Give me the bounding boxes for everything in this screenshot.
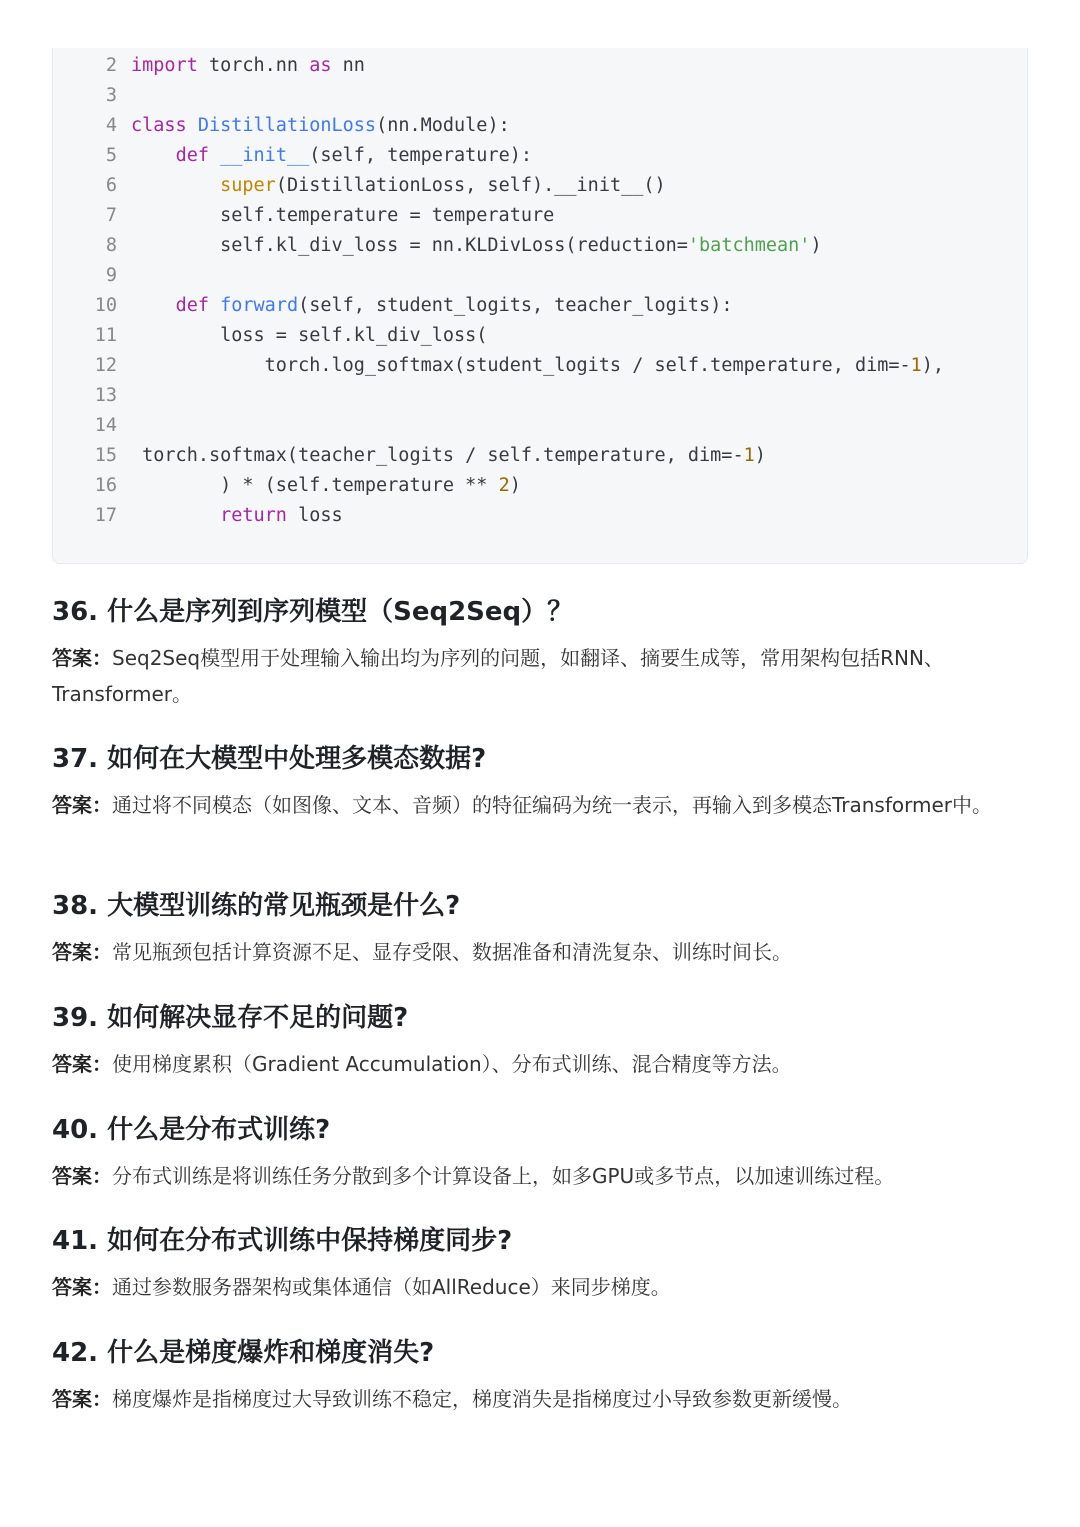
answer-label: 答案： xyxy=(52,793,112,817)
line-number: 11 xyxy=(94,325,117,346)
qa-item xyxy=(52,1112,1032,1194)
code-token: forward xyxy=(220,295,299,316)
line-number: 7 xyxy=(105,205,117,226)
qa-item xyxy=(52,1000,1032,1082)
question-title: 39. 如何解决显存不足的问题? xyxy=(52,1003,409,1033)
line-number: 16 xyxy=(94,475,117,496)
code-token: import xyxy=(131,55,198,76)
answer-label: 答案： xyxy=(52,646,112,670)
code-token xyxy=(187,115,198,136)
code-line xyxy=(53,81,131,111)
line-number: 9 xyxy=(105,265,117,286)
code-token: 1 xyxy=(743,445,755,466)
qa-item xyxy=(52,594,1032,712)
code-token: super xyxy=(220,175,276,196)
line-number: 2 xyxy=(105,55,117,76)
answer-body: 通过将不同模态（如图像、文本、音频）的特征编码为统一表示，再输入到多模态Transformer中。 xyxy=(112,793,993,817)
question-title: 37. 如何在大模型中处理多模态数据? xyxy=(52,744,487,774)
qa-item xyxy=(52,888,1032,970)
code-token: 2 xyxy=(498,475,510,496)
code-line xyxy=(53,441,766,471)
code-token: (self, temperature): xyxy=(309,145,532,166)
question-title: 41. 如何在分布式训练中保持梯度同步? xyxy=(52,1226,513,1256)
answer-label: 答案： xyxy=(52,1275,112,1299)
code-line xyxy=(53,351,944,381)
code-token: (self, student_logits, teacher_logits): xyxy=(298,295,733,316)
code-token: (DistillationLoss, self).__init__() xyxy=(275,175,666,196)
code-line xyxy=(53,501,343,531)
code-token: DistillationLoss xyxy=(197,115,377,136)
answer-text xyxy=(52,787,1032,823)
code-line xyxy=(53,381,131,411)
code-line xyxy=(53,321,487,351)
answer-body: 梯度爆炸是指梯度过大导致训练不稳定，梯度消失是指梯度过小导致参数更新缓慢。 xyxy=(112,1387,852,1411)
code-token xyxy=(131,145,176,166)
code-line xyxy=(53,291,732,321)
answer-label: 答案： xyxy=(52,940,112,964)
code-token xyxy=(209,295,220,316)
code-token: ) xyxy=(810,235,822,256)
line-number: 15 xyxy=(94,445,117,466)
code-token: ), xyxy=(921,355,945,376)
code-line xyxy=(53,411,131,441)
answer-body: 分布式训练是将训练任务分散到多个计算设备上，如多GPU或多节点，以加速训练过程。 xyxy=(112,1164,895,1188)
code-token xyxy=(131,175,220,196)
answer-body: Seq2Seq模型用于处理输入输出均为序列的问题，如翻译、摘要生成等，常用架构包括RNN、Transformer。 xyxy=(52,646,944,706)
code-token: __init__ xyxy=(220,145,310,166)
code-token: as xyxy=(309,55,332,76)
line-number: 6 xyxy=(105,175,117,196)
qa-item xyxy=(52,741,1032,823)
code-token: torch.softmax(teacher_logits / self.temperature, dim=- xyxy=(131,445,744,466)
answer-text xyxy=(52,1046,1032,1082)
qa-item xyxy=(52,1335,1032,1417)
answer-body: 使用梯度累积（Gradient Accumulation）、分布式训练、混合精度等方法。 xyxy=(112,1052,792,1076)
code-token: torch.log_softmax(student_logits / self.temperature, dim=- xyxy=(131,355,911,376)
question-title: 36. 什么是序列到序列模型（Seq2Seq）？ xyxy=(52,597,574,627)
line-number: 4 xyxy=(105,115,117,136)
line-number: 14 xyxy=(94,415,117,436)
code-line xyxy=(53,51,365,81)
answer-body: 通过参数服务器架构或集体通信（如AllReduce）来同步梯度。 xyxy=(112,1275,671,1299)
code-line xyxy=(53,201,554,231)
line-number: 12 xyxy=(94,355,117,376)
code-line xyxy=(53,471,521,501)
code-token: self.temperature = temperature xyxy=(131,205,555,226)
answer-text xyxy=(52,934,1032,970)
code-line xyxy=(53,141,532,171)
line-number: 5 xyxy=(105,145,117,166)
code-token xyxy=(131,295,176,316)
answer-body: 常见瓶颈包括计算资源不足、显存受限、数据准备和清洗复杂、训练时间长。 xyxy=(112,940,792,964)
line-number: 13 xyxy=(94,385,117,406)
code-token: (nn.Module): xyxy=(376,115,510,136)
code-line xyxy=(53,231,822,261)
code-token: loss xyxy=(286,505,343,526)
code-line xyxy=(53,261,131,291)
line-number: 17 xyxy=(94,505,117,526)
code-token: torch.nn xyxy=(197,55,310,76)
line-number: 3 xyxy=(105,85,117,106)
code-token: 'batchmean' xyxy=(687,235,811,256)
code-token: return xyxy=(220,505,287,526)
code-token: self.kl_div_loss = nn.KLDivLoss(reduction= xyxy=(131,235,688,256)
code-token xyxy=(131,505,220,526)
code-token: class xyxy=(131,115,187,136)
code-token: ) xyxy=(754,445,766,466)
code-token: def xyxy=(175,145,209,166)
answer-text xyxy=(52,1269,1032,1305)
answer-label: 答案： xyxy=(52,1052,112,1076)
question-title: 38. 大模型训练的常见瓶颈是什么? xyxy=(52,891,461,921)
answer-text xyxy=(52,1158,1032,1194)
answer-text xyxy=(52,1381,1032,1417)
code-token: def xyxy=(175,295,209,316)
question-title: 40. 什么是分布式训练? xyxy=(52,1115,331,1145)
answer-label: 答案： xyxy=(52,1164,112,1188)
answer-text xyxy=(52,640,1032,712)
question-title: 42. 什么是梯度爆炸和梯度消失? xyxy=(52,1338,435,1368)
code-line xyxy=(53,171,666,201)
code-token xyxy=(209,145,220,166)
answer-label: 答案： xyxy=(52,1387,112,1411)
code-token: ) * (self.temperature ** xyxy=(131,475,499,496)
code-line xyxy=(53,111,510,141)
line-number: 8 xyxy=(105,235,117,256)
code-token: ) xyxy=(509,475,521,496)
qa-item xyxy=(52,1223,1032,1305)
line-number: 10 xyxy=(94,295,117,316)
code-token: 1 xyxy=(910,355,922,376)
code-token: loss = self.kl_div_loss( xyxy=(131,325,488,346)
code-block xyxy=(52,48,1028,564)
code-token: nn xyxy=(331,55,365,76)
